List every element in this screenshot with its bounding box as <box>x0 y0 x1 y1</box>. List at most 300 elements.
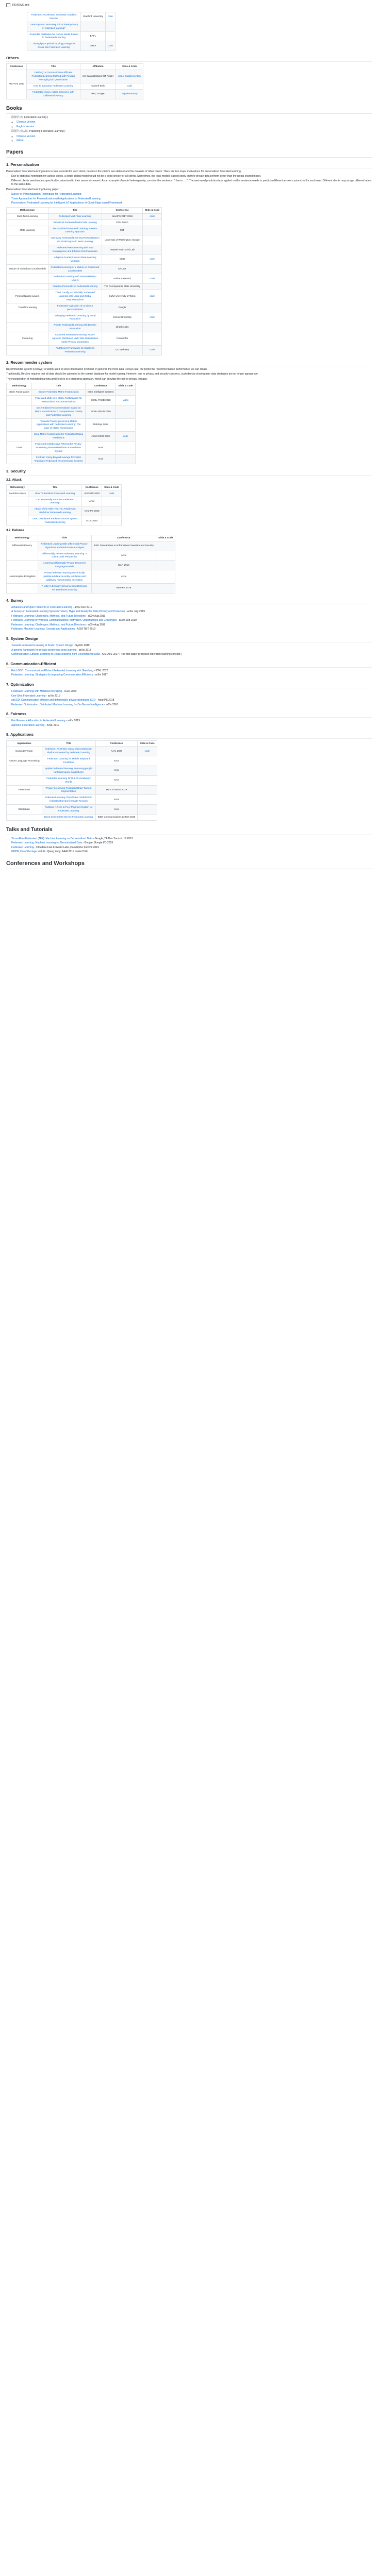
list-item <box>17 125 372 129</box>
survey-link[interactable]: Three Approaches for Personalization with Applications to Federated Learning <box>11 197 101 200</box>
slide-code-link[interactable] <box>102 497 121 506</box>
table-row <box>7 775 157 785</box>
paper-venue: - arXiv Dec 2019 <box>72 605 92 609</box>
fairness-heading: 8. Fairness <box>6 711 372 718</box>
title-link[interactable]: Salvaging Federated Learning by Local Adaptation <box>48 313 102 323</box>
table-row <box>7 541 175 551</box>
category-cell: Nature Language Processing <box>7 756 42 766</box>
col-header: Conference <box>7 64 27 70</box>
title-link[interactable]: Applied federated learning: Improving google keyboard query suggestions <box>42 766 95 775</box>
title-link[interactable]: Attack of the Tails: Yes, You Really Can Backdoor Federated Learning <box>28 506 82 516</box>
col-header: Affiliation <box>80 64 116 70</box>
paper-venue: - AISTATS 2017 ( The first paper proposed federated learning concept ) <box>100 653 182 656</box>
slide-code-link[interactable] <box>142 264 161 274</box>
conference-cell: ECML-PKDD 2019 <box>86 405 116 418</box>
slide-code-link[interactable]: code <box>142 274 161 284</box>
table-row <box>7 805 157 815</box>
paper-link[interactable]: Agnostic Federated Learning <box>11 723 45 727</box>
title-link[interactable]: Privacy-preserving Federated Brain Tumour Segmentation <box>42 785 95 795</box>
table-row <box>7 226 162 235</box>
col-header: Slide & Code <box>156 535 175 541</box>
table-row <box>7 245 162 255</box>
category-cell <box>7 274 48 284</box>
conference-cell: The Pennsylvania State University <box>102 284 143 290</box>
conference-cell: IEEE Intelligent Systems <box>86 389 116 396</box>
list-item <box>11 719 372 723</box>
paper-link[interactable]: Fair Resource Allocation in Federated Learning <box>11 719 65 723</box>
paper-link[interactable]: A generic framework for privacy preserving deep learning <box>11 648 77 652</box>
slide-code-link[interactable] <box>142 332 161 346</box>
table-row <box>7 454 136 464</box>
category-cell: Blockchain <box>7 805 42 815</box>
title-link[interactable]: Federated Learning with Personalization Layers <box>48 274 102 284</box>
category-cell: Differential Privacy <box>7 541 38 551</box>
file-name: README.md <box>12 3 29 7</box>
slide-code-link[interactable] <box>116 389 135 396</box>
books-list <box>6 116 372 143</box>
col-header: Slide & Code <box>116 64 143 70</box>
category-cell <box>7 219 48 226</box>
header-row <box>7 484 122 490</box>
paper-link[interactable]: TensorFlow Federated (TFF): Machine Learning on Decentralized Data <box>11 837 93 840</box>
category-cell <box>7 516 28 526</box>
slide-code-link[interactable] <box>156 541 175 551</box>
survey-link[interactable]: Personalized Federated Learning for Intelligent IoT Applications: A Cloud-Edge based Framework <box>11 201 123 205</box>
title-link[interactable]: How To Backdoor Federated Learning <box>28 490 82 497</box>
list-item <box>11 724 372 728</box>
paper-link[interactable]: Federated Learning: Challenges, Methods, and Future Directions <box>11 614 86 618</box>
slide-code-link[interactable]: code <box>142 255 161 264</box>
paper-venue: - arXiv Aug 2019 <box>85 614 106 618</box>
col-header: Title <box>26 64 80 70</box>
col-header: Slide & Code <box>138 740 157 747</box>
table-row <box>7 389 136 396</box>
title-link[interactable]: FedPAQ: A Communication-Efficient Federated Learning Method with Periodic Averaging and Quantization <box>26 70 80 83</box>
conference-cell: Arxiv <box>95 805 138 815</box>
conference-cell: MIT <box>102 226 143 235</box>
conferences-heading: Conferences and Workshops <box>6 859 372 870</box>
survey-list <box>6 606 372 632</box>
category-cell <box>7 506 28 516</box>
slide-code-link[interactable] <box>142 226 161 235</box>
category-cell: Transfer Learning <box>7 303 48 313</box>
col-header: Slide & Code <box>116 383 135 389</box>
title-link[interactable]: Think Locally, Act Globally: Federated Learning with Local and Global Representations <box>48 290 102 303</box>
category-cell <box>7 323 48 332</box>
table-row <box>7 814 157 820</box>
table-row <box>27 22 116 31</box>
paper-link[interactable]: Federated Learning <box>11 845 34 849</box>
conference-cell: AAAI 2020 <box>95 747 138 756</box>
survey-heading: 4. Survey <box>6 598 372 604</box>
title-link[interactable]: Ensemble Distillation for Robust Model Fusion in Federated Learning <box>27 31 81 41</box>
book-title: 联邦学习实战 ( Practicing Federated Learning ) <box>11 130 65 133</box>
affiliation: Cornell Tech <box>80 83 116 89</box>
list-item <box>11 201 372 206</box>
readme-document <box>0 0 378 882</box>
applications-table <box>6 740 157 821</box>
paper-venue: - SysML 2019 <box>73 644 90 648</box>
slide-code-link[interactable]: code <box>102 490 121 497</box>
title-link[interactable]: Lorem Ipsum - How easy is it to break privacy in federated learning? <box>27 22 81 31</box>
list-item <box>11 694 372 699</box>
paragraph: Traditionally, RecSys requires that all data should be uploaded to the central database for model training. However, due to privacy and security concerns, such directly sharing user data strategies are no longer appropriate. <box>6 372 259 376</box>
slide-code-link[interactable] <box>142 284 161 290</box>
table-row <box>27 41 116 51</box>
bullet-list <box>6 175 372 187</box>
list-item <box>11 623 372 628</box>
title-link[interactable]: Improving Federated Learning Personalization via Model Agnostic Meta Learning <box>48 235 102 245</box>
slide-code-link[interactable]: Supplementary <box>116 89 143 99</box>
list-item <box>11 116 372 129</box>
attack-heading: 3.1. Attack <box>6 478 22 482</box>
paper-venue: - ICLR 2020 <box>62 690 77 693</box>
header-row <box>7 535 175 541</box>
table-row <box>7 785 157 795</box>
paper-venue: - Google, TF Dev Summit '19 2019 <box>92 837 133 840</box>
category-cell: Matrix Factorization <box>7 389 32 396</box>
book-link[interactable]: English Version <box>17 125 35 128</box>
talks-list <box>6 837 372 854</box>
slide-code-link[interactable] <box>138 795 157 805</box>
title-link[interactable]: Meta Matrix Factorization for Federated Rating Predictions <box>32 432 86 442</box>
book-link[interactable]: Chinese Version <box>17 121 36 124</box>
list-icon[interactable] <box>6 3 10 7</box>
title-link[interactable]: Can You Really Backdoor Federated Learning? <box>28 497 82 506</box>
conference-cell: Arxiv <box>95 756 138 766</box>
title-link[interactable]: Federated Accelerated Stochastic Gradient Descent <box>27 12 81 22</box>
slide-code-link[interactable] <box>138 756 157 766</box>
paper-link[interactable]: Federated Learning: Strategies for Improving Communication Efficiency <box>11 673 93 677</box>
category-cell <box>7 497 28 506</box>
book-link[interactable]: Chinese Version <box>17 134 36 138</box>
title-link[interactable]: Private federated learning on vertically partitioned data via entity resolution and additively homomorphic encryption <box>38 570 91 584</box>
title-link[interactable]: Block-Chained On-Device Federated Learning <box>42 814 95 820</box>
conference-cell: Arxiv <box>95 766 138 775</box>
paper-venue: - arXiv 2019 <box>45 694 60 698</box>
recommender-table <box>6 383 136 464</box>
conference-cell: ICLR 2020 <box>82 516 102 526</box>
papers-heading: Papers <box>6 148 372 158</box>
paper-venue: - arXiv 2017 <box>93 673 108 677</box>
table-row <box>7 795 157 805</box>
paper-link[interactable]: cpSGD: Communication-efficient and differentially-private distributed SGD <box>11 699 96 702</box>
slide-code-link[interactable]: code <box>142 290 161 303</box>
category-cell <box>7 432 32 442</box>
paper-venue: - arXiv Sep 2019 <box>117 619 137 622</box>
paper-link[interactable]: GDPR, Data Shortage and AI <box>11 850 45 854</box>
category-cell: Mixture of Global and Local Models <box>7 264 48 274</box>
paper-link[interactable]: Advances and Open Problems in Federated Learning <box>11 605 73 609</box>
security-heading: 3. Security <box>6 468 372 475</box>
slide-code-link[interactable] <box>138 785 157 795</box>
category-cell: Healthcare <box>7 785 42 795</box>
system-design-heading: 5. System Design <box>6 636 372 642</box>
conference-cell: Arxiv <box>91 551 156 561</box>
title-link[interactable]: A Little Is Enough: Circumventing Defenses For Distributed Learning <box>38 583 91 593</box>
table-row <box>27 31 116 41</box>
title-link[interactable]: FedFast: Going Beyond Average for Faster Training of Federated Recommender Systems <box>32 454 86 464</box>
table-row <box>7 442 136 455</box>
talks-heading: Talks and Tutorials <box>6 826 372 835</box>
paper-link[interactable]: Federated Learning with Matched Averaging <box>11 690 62 693</box>
category-cell: Meta Learning <box>7 226 48 235</box>
paper-link[interactable]: FetchSGD: Communication-Efficient Federated Learning with Sketching <box>11 669 93 672</box>
table-row <box>7 219 162 226</box>
list-item: • Different clients need models specifically customized to their own environment. As an example of model heterogeneity, consider the sentence: "I live in .....". The next-word prediction task applied on this sentence needs to predict a different answer customized for each user. Different clients may assign different labels to the same data. <box>11 179 372 187</box>
conference-cell: Cornell University <box>102 313 143 323</box>
list-item <box>11 615 372 619</box>
attack-table <box>6 484 122 526</box>
code-link[interactable] <box>105 31 115 41</box>
category-cell: Personalization Layers <box>7 290 48 303</box>
conference-cell: KAUST <box>102 264 143 274</box>
title-link[interactable]: FedVision: An Online Visual Object Detection Platform Powered by Federated Learning <box>42 747 95 756</box>
table-row <box>7 284 162 290</box>
category-cell <box>7 245 48 255</box>
list-item <box>11 669 372 673</box>
list-item <box>11 703 372 707</box>
title-link[interactable]: How To Backdoor Federated Learning <box>26 83 80 89</box>
slide-code-link[interactable] <box>138 805 157 815</box>
title-link[interactable]: Federated Collaborative Filtering for Privacy-Preserving Personalized Recommendation System <box>32 442 86 455</box>
optimization-heading: 7. Optimization <box>6 682 372 688</box>
list-item <box>11 197 372 201</box>
paper-venue: - arXiv 2016 <box>103 703 119 706</box>
table-row <box>7 747 157 756</box>
header-row <box>7 207 162 213</box>
paper-venue: - Qiang Yang, AAAI 2019 Invited Talk <box>45 850 88 854</box>
title-link[interactable]: Decentralized Recommendation Based on Matrix Factorization: A Comparison of Gossip and Federated Learning <box>32 405 86 418</box>
conference-cell: CMU <box>102 255 143 264</box>
title-link[interactable]: An Efficient Framework for Clustered Federated Learning <box>48 345 102 355</box>
col-header: Methodology <box>7 383 32 389</box>
col-header: Conference <box>82 484 102 490</box>
list-item <box>11 619 372 623</box>
col-header: Title <box>32 383 86 389</box>
paper-link[interactable]: Federated Learning: Challenges, Methods, and Future Directions <box>11 623 86 626</box>
conference-cell: CMU; University of Tokyo <box>102 290 143 303</box>
conference-cell: University of Washington; Google <box>102 235 143 245</box>
title-link[interactable]: Clustered Federated Learning: Model-Agnostic Distributed Multi-Task Optimization under Privacy Constraints <box>48 332 102 346</box>
paragraph: The incorporation of federated learning and RecSys is a promising approach, which can alleviate the risk of privacy leakage. <box>6 377 148 381</box>
conference-cell: Arxiv <box>86 454 116 464</box>
title-link[interactable]: Federated learning of predictive models from federated Electronic Health Records <box>42 795 95 805</box>
list-item <box>11 841 372 845</box>
slide-code-link[interactable]: code <box>142 213 161 219</box>
slide-code-link[interactable] <box>156 561 175 570</box>
col-header: Title <box>38 535 91 541</box>
conference-cell: Fraunhofer <box>102 332 143 346</box>
title-link[interactable]: Learning Differentially Private Recurrent Language Models <box>38 561 91 570</box>
title-link[interactable]: Secure Federated Matrix Factorization <box>32 389 86 396</box>
table-row <box>7 561 175 570</box>
title-link[interactable]: Federated Learning Of Out-Of-Vocabulary Words <box>42 775 95 785</box>
slide-code-link[interactable] <box>142 245 161 255</box>
category-cell: Computer Vision <box>7 747 42 756</box>
title-link[interactable]: Federated Multi-Task Learning <box>48 213 102 219</box>
table-row <box>7 497 122 506</box>
slide-code-link[interactable] <box>116 442 135 455</box>
slide-code-link[interactable]: code <box>142 313 161 323</box>
conference-cell: MobiSys 2019 <box>86 418 116 432</box>
slide-code-link[interactable]: code <box>142 345 161 355</box>
title-link[interactable]: DBA: Distributed Backdoor Attacks against Federated Learning <box>28 516 82 526</box>
paper-venue: - NeurIPS 2018 <box>95 699 114 702</box>
code-link[interactable]: code <box>105 12 115 22</box>
list-item <box>11 130 372 143</box>
table-row <box>7 290 162 303</box>
survey-link[interactable]: Survey of Personalization Techniques for Federated Learning <box>11 193 81 196</box>
list-item <box>11 610 372 614</box>
slide-code-link[interactable] <box>102 516 121 526</box>
conference-cell: Huawei Noah's Ark Lab <box>102 245 143 255</box>
title-link[interactable]: Federated Heavy Hitters Discovery with Differential Privacy <box>26 89 80 99</box>
paper-venue: - arXiv 2019 <box>65 719 80 723</box>
paper-link[interactable]: Communication-Efficient Learning of Deep Networks from Decentralized Data <box>11 653 100 656</box>
conference-cell: NeurIPS 2019 <box>91 583 156 593</box>
conference-cell: Arxiv <box>91 570 156 584</box>
slide-code-link[interactable] <box>116 405 135 418</box>
list-item: • Due to statistical heterogeneity across clients, a single global model would not be a good choice for all clients. Sometimes, the local models trained solely on their private data perform better than the global shared model. <box>11 175 372 179</box>
col-header: Title <box>48 207 102 213</box>
col-header: Conference <box>91 535 156 541</box>
title-link[interactable]: Federated Learning With Differential Privacy: Algorithms and Performance Analysis <box>38 541 91 551</box>
title-link[interactable]: Differentially Private Federated Learning: A Client Level Perspective <box>38 551 91 561</box>
table-row <box>7 766 157 775</box>
conference-cell: ETH Zurich <box>102 219 143 226</box>
list-item <box>11 850 372 854</box>
conference-cell: IEEE Transactions on Information Forensics and Security <box>91 541 156 551</box>
slide-code-link[interactable]: video; Supplementary <box>116 70 143 83</box>
title-link[interactable]: Federated Learning for Mobile Keyboard Prediction <box>42 756 95 766</box>
list-item <box>11 644 372 648</box>
table-row <box>7 235 162 245</box>
paragraph: Personalized federated learning Survey paper: <box>6 188 60 191</box>
list-item <box>11 628 372 632</box>
category-cell <box>7 551 38 561</box>
affiliation: Stanford University <box>81 12 106 22</box>
paper-venue: - ICML 2019 <box>44 723 59 727</box>
title-link[interactable]: Variational Federated Multi-Task Learning <box>48 219 102 226</box>
col-header: Conference <box>86 383 116 389</box>
slide-code-link[interactable] <box>138 766 157 775</box>
paragraph: Recommender system (RecSys) is widely used to solve information overload. In general, the more data RecSys use, the better the recommendation performance we can obtain. <box>6 367 208 371</box>
category-cell <box>7 561 38 570</box>
category-cell <box>7 396 32 405</box>
category-cell <box>7 795 42 805</box>
others-table <box>6 63 143 99</box>
paper-link[interactable]: Towards Federated Learning at Scale: System Design <box>11 644 73 648</box>
table-row <box>7 570 175 584</box>
conference-cell: NeurIPS 2020 <box>82 506 102 516</box>
code-link[interactable]: code <box>105 41 115 51</box>
paper-link[interactable]: One-Shot Federated Learning <box>11 694 46 698</box>
conference-cell: AISTATS 2020 <box>82 490 102 497</box>
paper-link[interactable]: Federated Optimization: Distributed Machine Learning for On-Device Intelligence <box>11 703 104 706</box>
list-item <box>11 690 372 694</box>
title-link[interactable]: Personalized Federated Learning: A Meta-Learning Approach <box>48 226 102 235</box>
title-link[interactable]: Adaptive Personalized Federated Learning <box>48 284 102 290</box>
table-row <box>27 12 116 22</box>
list-item <box>11 699 372 703</box>
col-header: Methodology <box>7 207 48 213</box>
file-header <box>6 0 372 10</box>
title-link[interactable]: Private Federated Learning with Domain Adaptation <box>48 323 102 332</box>
communication-list <box>6 669 372 677</box>
title-link[interactable]: FedCoin: A Peer-to-Peer Payment System for Federated Learning <box>42 805 95 815</box>
defense-table <box>6 535 175 594</box>
paper-venue: - ACM TIST 2019 <box>75 628 95 631</box>
category-cell <box>7 454 32 464</box>
slide-code-link[interactable] <box>116 454 135 464</box>
category-cell: GNN <box>7 442 32 455</box>
paper-link[interactable]: A Survey on Federated Learning Systems: Vision, Hype and Reality for Data Privacy and Protection <box>11 610 125 614</box>
paper-venue: - arXiv Aug 2019 <box>85 623 106 626</box>
slide-code-link[interactable]: code <box>116 432 135 442</box>
conference-cell: Arxiv <box>82 497 102 506</box>
list-item <box>11 846 372 850</box>
table-row <box>7 313 162 323</box>
table-row <box>7 506 122 516</box>
slide-code-link[interactable] <box>138 775 157 785</box>
slide-code-link[interactable] <box>142 303 161 313</box>
table-row <box>7 583 175 593</box>
list-item <box>11 673 372 677</box>
col-header: Slide & Code <box>102 484 121 490</box>
slide-code-link[interactable] <box>142 235 161 245</box>
slide-code-link[interactable] <box>142 219 161 226</box>
paper-link[interactable]: Federated Machine Learning: Concept and Applications <box>11 628 75 631</box>
table-row <box>7 264 162 274</box>
title-link[interactable]: Adaptive Gradient-Based Meta-Learning Methods <box>48 255 102 264</box>
paper-link[interactable]: Federated Learning for Wireless Communications: Motivation, Opportunities and Challenges <box>11 619 117 622</box>
title-link[interactable]: Throughput-Optimal Topology Design for Cross-Silo Federated Learning <box>27 41 81 51</box>
title-link[interactable]: Federated Learning of a Mixture of Global and Local Models <box>48 264 102 274</box>
col-header: Methodology <box>7 484 28 490</box>
category-cell <box>7 766 42 775</box>
conference-cell: Oracle Labs <box>102 323 143 332</box>
category-cell <box>7 345 48 355</box>
title-link[interactable]: Towards Privacy-preserving Mobile Applications with Federated Learning: The Case of Matrix Factorization <box>32 418 86 432</box>
slide-code-link[interactable] <box>138 814 157 820</box>
slide-code-link[interactable] <box>156 551 175 561</box>
book-link[interactable]: Github <box>17 139 24 143</box>
conference-cell: ACM SIGIR 2020 <box>86 432 116 442</box>
table-row <box>7 405 136 418</box>
table-row <box>7 432 136 442</box>
conference: AISTATS 2020 <box>7 70 27 99</box>
paper-link[interactable]: Federated Learning: Machine Learning on Decentralized Data <box>11 841 83 845</box>
slide-code-link[interactable]: video <box>116 396 135 405</box>
slide-code-link[interactable] <box>156 583 175 593</box>
slide-code-link[interactable] <box>142 323 161 332</box>
slide-code-link[interactable]: code <box>138 747 157 756</box>
slide-code-link[interactable] <box>102 506 121 516</box>
title-link[interactable]: Federated Meta-Learning with Fast Convergence and Efficient Communication <box>48 245 102 255</box>
category-cell: Backdoor Attack <box>7 490 28 497</box>
slide-code-link[interactable]: code <box>116 83 143 89</box>
table-row <box>7 345 162 355</box>
slide-code-link[interactable] <box>156 570 175 584</box>
list-item <box>11 606 372 610</box>
list-item <box>11 193 372 197</box>
affiliation <box>81 22 106 31</box>
title-link[interactable]: Federated Multi-view Matrix Factorization for Personalized Recommendations <box>32 396 86 405</box>
title-link[interactable]: Federated evaluation of on-device personalization <box>48 303 102 313</box>
table-row <box>7 83 143 89</box>
slide-code-link[interactable] <box>116 418 135 432</box>
